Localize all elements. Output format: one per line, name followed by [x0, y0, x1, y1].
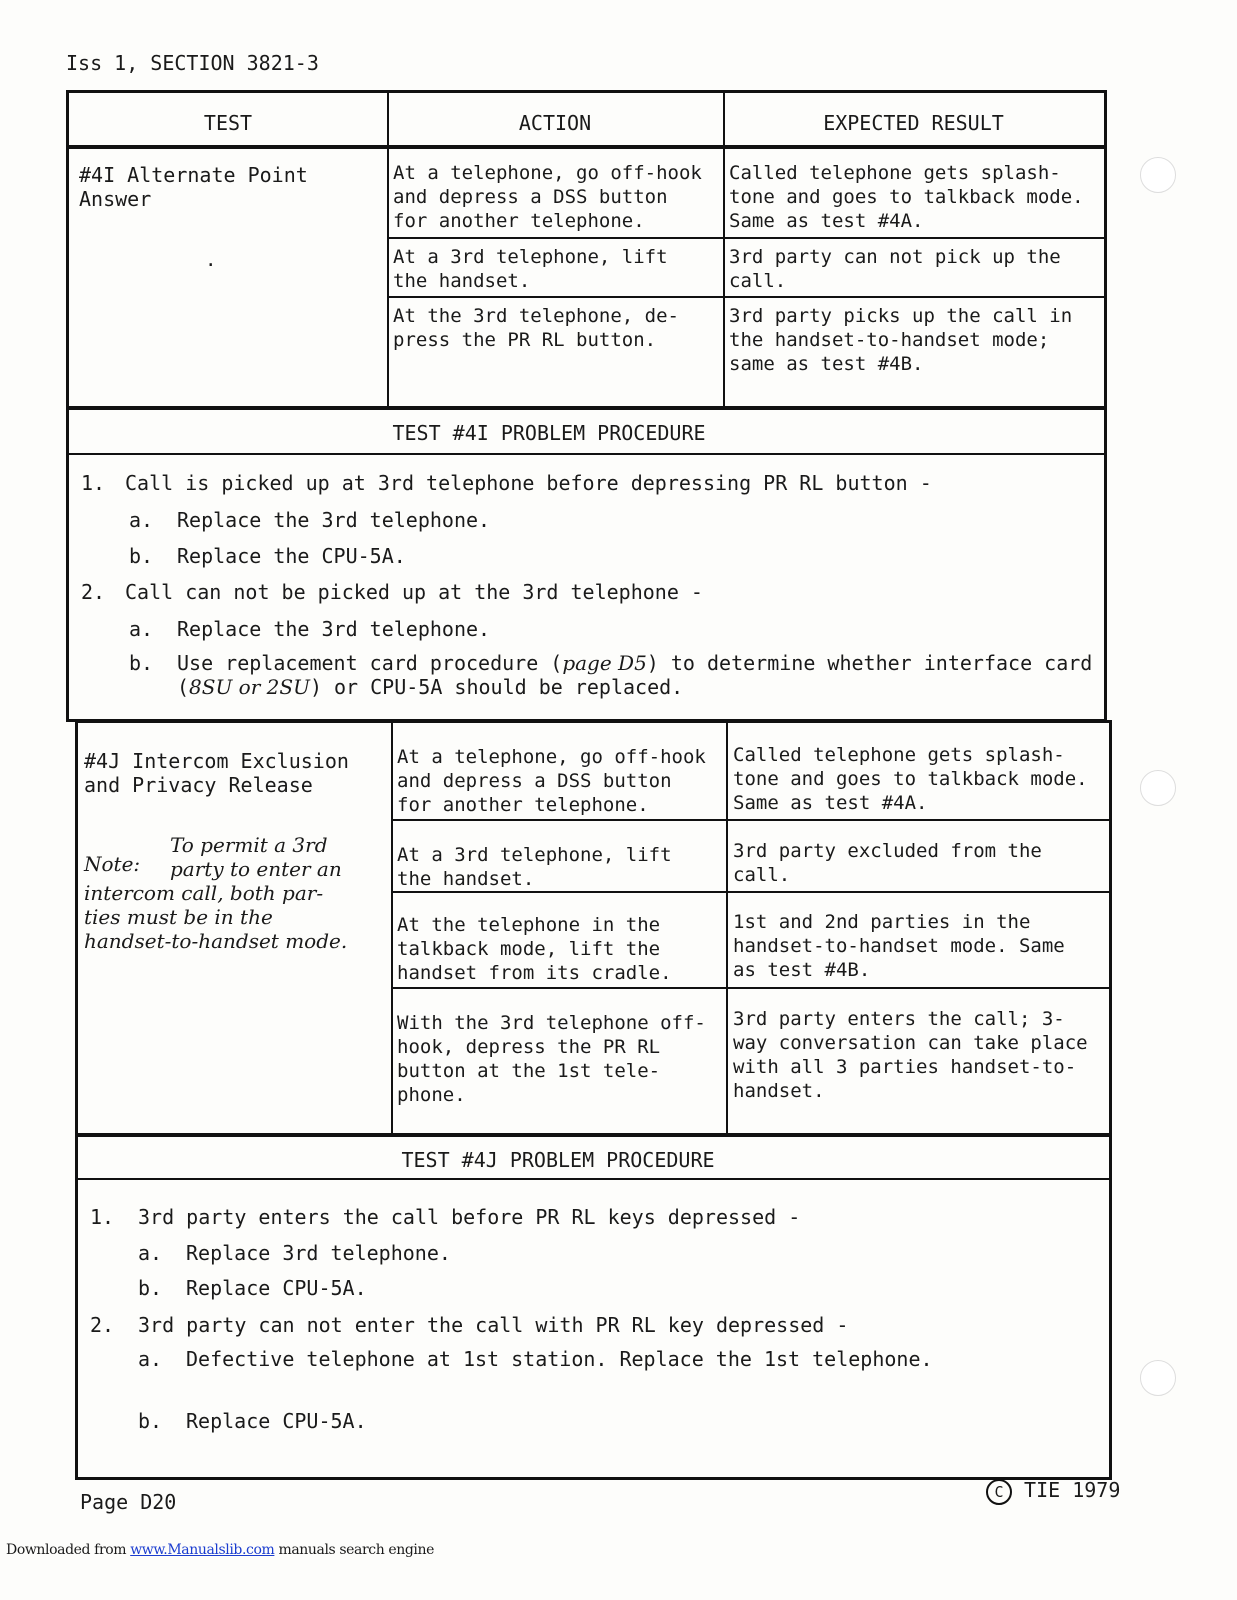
procedure-title: TEST #4I PROBLEM PROCEDURE [392, 421, 706, 445]
procedure-item [81, 580, 703, 604]
procedure-subitem [138, 1241, 451, 1265]
expected-cell: 3rd party excluded from the call. [733, 840, 1042, 886]
note [84, 833, 384, 971]
subitem-text: Replace the 3rd telephone. [177, 617, 491, 641]
item-number: 1. [90, 1205, 115, 1229]
divider [69, 145, 1104, 149]
procedure-subitem [129, 617, 490, 641]
note-line: handset-to-handset mode. [84, 929, 348, 953]
subitem-text: Defective telephone at 1st station. Replace the 1st telephone. [186, 1347, 933, 1371]
download-line [6, 1542, 434, 1558]
subitem-text: ) or CPU-5A should be replaced. [309, 675, 684, 699]
divider [78, 1133, 1109, 1137]
copyright-icon: C [986, 1479, 1012, 1505]
action-cell: At the telephone in the talkback mode, lift the handset from its cradle. [397, 914, 672, 984]
procedure-subitem-continued [177, 675, 683, 699]
procedure-subitem [138, 1347, 933, 1371]
procedure-subitem [129, 508, 490, 532]
subitem-text: ) to determine whether interface card [646, 651, 1093, 675]
page-header: Iss 1, SECTION 3821-3 [66, 51, 319, 75]
item-text: Call can not be picked up at the 3rd telephone - [125, 580, 703, 604]
header-test: TEST [203, 111, 253, 135]
divider [391, 819, 1109, 821]
expected-cell: 3rd party enters the call; 3- way conversation can take place with all 3 parties handset-to- handset. [733, 1008, 1088, 1102]
copyright-text: TIE 1979 [1024, 1478, 1121, 1502]
test-4i-name: #4I Alternate Point Answer [79, 163, 308, 211]
procedure-item [90, 1313, 848, 1337]
action-cell: At the 3rd telephone, de- press the PR RL button. [393, 305, 679, 351]
copyright [986, 1478, 1120, 1505]
test-4j-table [75, 720, 1112, 1480]
test-4j-name: #4J Intercom Exclusion and Privacy Release [84, 749, 349, 797]
subitem-text: Replace CPU-5A. [186, 1276, 367, 1300]
header-action: ACTION [518, 111, 592, 135]
page-number: Page D20 [80, 1490, 177, 1514]
divider [726, 723, 728, 1133]
note-line: ties must be in the [84, 905, 273, 929]
procedure-item [81, 471, 932, 495]
divider [391, 723, 393, 1133]
subitem-letter: a. [138, 1347, 163, 1371]
paren: ( [177, 675, 190, 699]
expected-cell: 3rd party can not pick up the call. [729, 246, 1061, 292]
note-line: To permit a 3rd [170, 833, 328, 857]
expected-cell: Called telephone gets splash- tone and goes to talkback mode. Same as test #4A. [733, 744, 1088, 814]
action-cell: At a telephone, go off-hook and depress a DSS button for another telephone. [393, 162, 702, 232]
subitem-letter: a. [129, 617, 154, 641]
subitem-letter: b. [129, 651, 154, 675]
divider [387, 93, 389, 406]
download-suffix: manuals search engine [274, 1542, 435, 1558]
stray-mark: . [205, 249, 217, 271]
divider [391, 987, 1109, 989]
procedure-subitem [138, 1276, 367, 1300]
subitem-text: Replace CPU-5A. [186, 1409, 367, 1433]
expected-cell: Called telephone gets splash- tone and goes to talkback mode. Same as test #4A. [729, 162, 1084, 232]
expected-cell: 3rd party picks up the call in the handset-to-handset mode; same as test #4B. [729, 305, 1073, 375]
item-text: 3rd party enters the call before PR RL keys depressed - [138, 1205, 801, 1229]
item-text: 3rd party can not enter the call with PR RL key depressed - [138, 1313, 849, 1337]
subitem-text: Use replacement card procedure ( [177, 651, 563, 675]
divider [387, 296, 1104, 298]
binder-hole [1140, 157, 1176, 193]
card-types: 8SU or 2SU [189, 675, 310, 699]
header-expected-result: EXPECTED RESULT [823, 111, 1004, 135]
test-4i-table [66, 90, 1107, 722]
expected-cell: 1st and 2nd parties in the handset-to-handset mode. Same as test #4B. [733, 911, 1065, 981]
action-cell: With the 3rd telephone off- hook, depress the PR RL button at the 1st tele- phone. [397, 1012, 706, 1106]
binder-hole [1140, 1360, 1176, 1396]
item-text: Call is picked up at 3rd telephone before depressing PR RL button - [125, 471, 932, 495]
subitem-text: Replace the CPU-5A. [177, 544, 406, 568]
action-cell: At a 3rd telephone, lift the handset. [397, 844, 672, 890]
note-line: party to enter an [170, 857, 342, 881]
action-cell: At a telephone, go off-hook and depress a DSS button for another telephone. [397, 746, 706, 816]
action-cell: At a 3rd telephone, lift the handset. [393, 246, 668, 292]
divider [78, 1178, 1109, 1180]
note-label: Note: [84, 852, 141, 876]
item-number: 2. [90, 1313, 115, 1337]
procedure-subitem [138, 1409, 367, 1433]
item-number: 2. [81, 580, 106, 604]
procedure-subitem [129, 544, 406, 568]
divider [723, 93, 725, 406]
divider [391, 891, 1109, 893]
subitem-letter: b. [138, 1276, 163, 1300]
note-line: intercom call, both par- [84, 881, 324, 905]
divider [69, 406, 1104, 410]
page-reference: page D5 [562, 651, 647, 675]
divider [387, 237, 1104, 239]
subitem-text: Replace the 3rd telephone. [177, 508, 491, 532]
subitem-letter: a. [138, 1241, 163, 1265]
subitem-letter: b. [138, 1409, 163, 1433]
subitem-text: Replace 3rd telephone. [186, 1241, 451, 1265]
divider [69, 453, 1104, 455]
subitem-letter: a. [129, 508, 154, 532]
download-prefix: Downloaded from [6, 1542, 131, 1558]
procedure-subitem [129, 651, 1092, 675]
subitem-letter: b. [129, 544, 154, 568]
item-number: 1. [81, 471, 106, 495]
manualslib-link[interactable]: www.Manualslib.com [130, 1542, 275, 1558]
procedure-item [90, 1205, 800, 1229]
binder-hole [1140, 770, 1176, 806]
procedure-title: TEST #4J PROBLEM PROCEDURE [401, 1148, 715, 1172]
